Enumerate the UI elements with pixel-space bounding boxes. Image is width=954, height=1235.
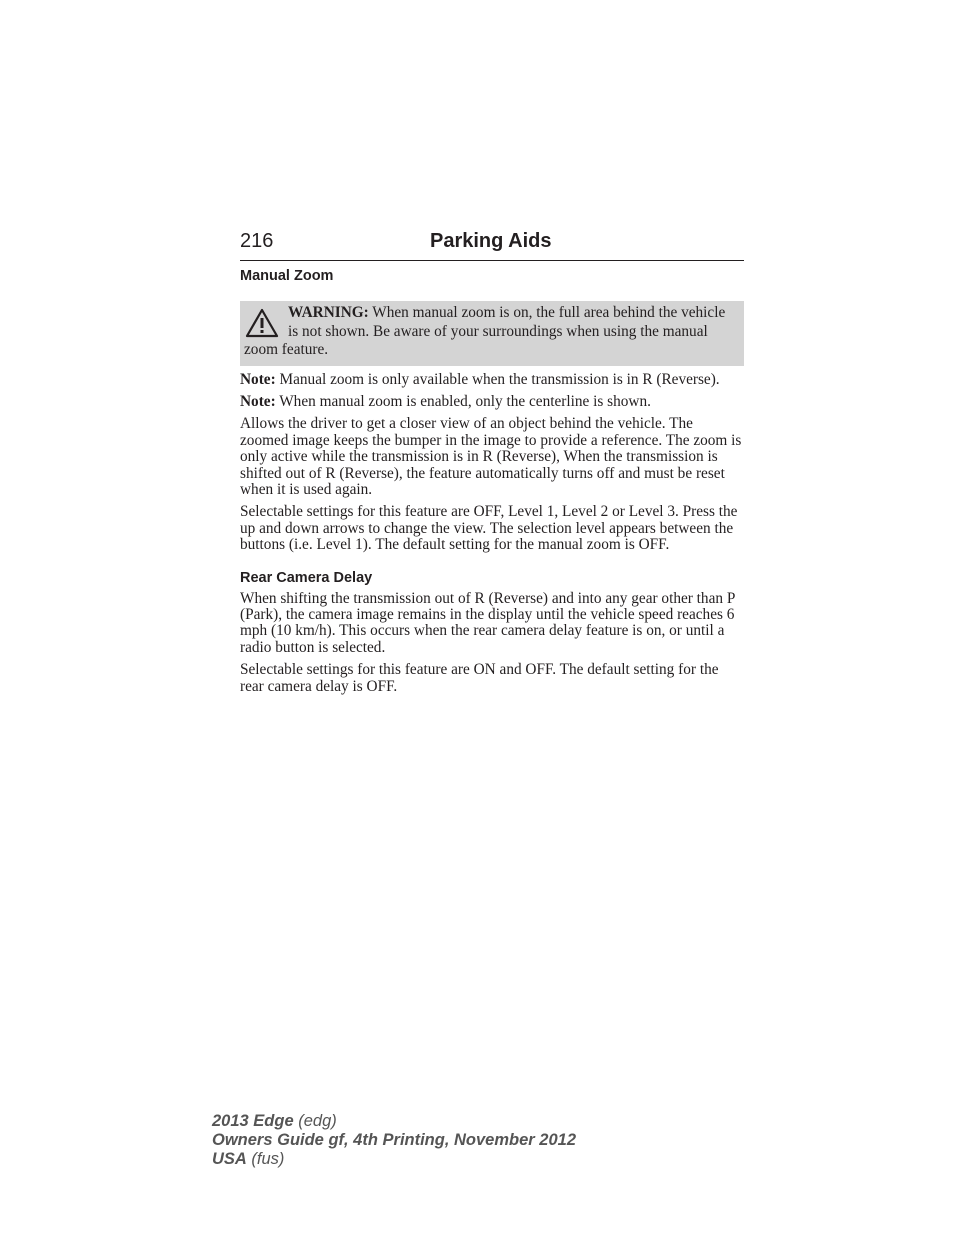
page-number: 216 xyxy=(240,230,274,252)
footer-printing-line: Owners Guide gf, 4th Printing, November 2012 xyxy=(212,1131,576,1149)
page-footer xyxy=(212,1112,576,1169)
manual-zoom-settings: Selectable settings for this feature are OFF, Level 1, Level 2 or Level 3. Press the up and down arrows to change the view. The selection level appears between the buttons (i.e. Level 1). The default setting for the manual zoom is OFF. xyxy=(240,503,738,554)
rear-camera-delay-description: When shifting the transmission out of R (Reverse) and into any gear other than P (Park), the camera image remains in the display until the vehicle speed reaches 6 mph (10 km/h). This occurs when the rear camera delay feature is on, or until a radio button is selected. xyxy=(240,589,735,656)
note-transmission xyxy=(240,372,744,388)
footer-model: 2013 Edge xyxy=(212,1112,294,1130)
note-label: Note: xyxy=(240,392,276,410)
note-text: Manual zoom is only available when the transmission is in R (Reverse). xyxy=(275,370,720,388)
manual-zoom-heading: Manual Zoom xyxy=(240,268,334,284)
chapter-title: Parking Aids xyxy=(430,230,552,252)
footer-model-line xyxy=(212,1112,576,1131)
footer-model-code: (edg) xyxy=(293,1112,337,1130)
warning-text: When manual zoom is on, the full area behind the vehicle is not shown. Be aware of your surroundings when using the manual zoom feature. xyxy=(244,304,726,358)
footer-region: USA xyxy=(212,1150,247,1168)
warning-triangle-icon xyxy=(245,308,279,338)
warning-box xyxy=(240,301,744,366)
page-header xyxy=(240,228,744,261)
footer-region-code: (fus) xyxy=(246,1150,285,1168)
manual-zoom-description: Allows the driver to get a closer view of an object behind the vehicle. The zoomed image keeps the bumper in the image to provide a reference. The zoom is only active while the transmission is in R (Reverse), When the transmission is shifted out of R (Reverse), the feature automatically turns off and must be reset when it is used again. xyxy=(240,415,742,498)
rear-camera-delay-settings: Selectable settings for this feature are ON and OFF. The default setting for the rear camera delay is OFF. xyxy=(240,661,719,695)
page-content xyxy=(240,266,744,695)
warning-label: WARNING: xyxy=(288,304,369,321)
note-centerline xyxy=(240,394,744,410)
rear-camera-delay-heading: Rear Camera Delay xyxy=(240,569,373,586)
note-label: Note: xyxy=(240,370,276,388)
footer-region-line xyxy=(212,1150,576,1169)
note-text: When manual zoom is enabled, only the centerline is shown. xyxy=(275,392,651,410)
